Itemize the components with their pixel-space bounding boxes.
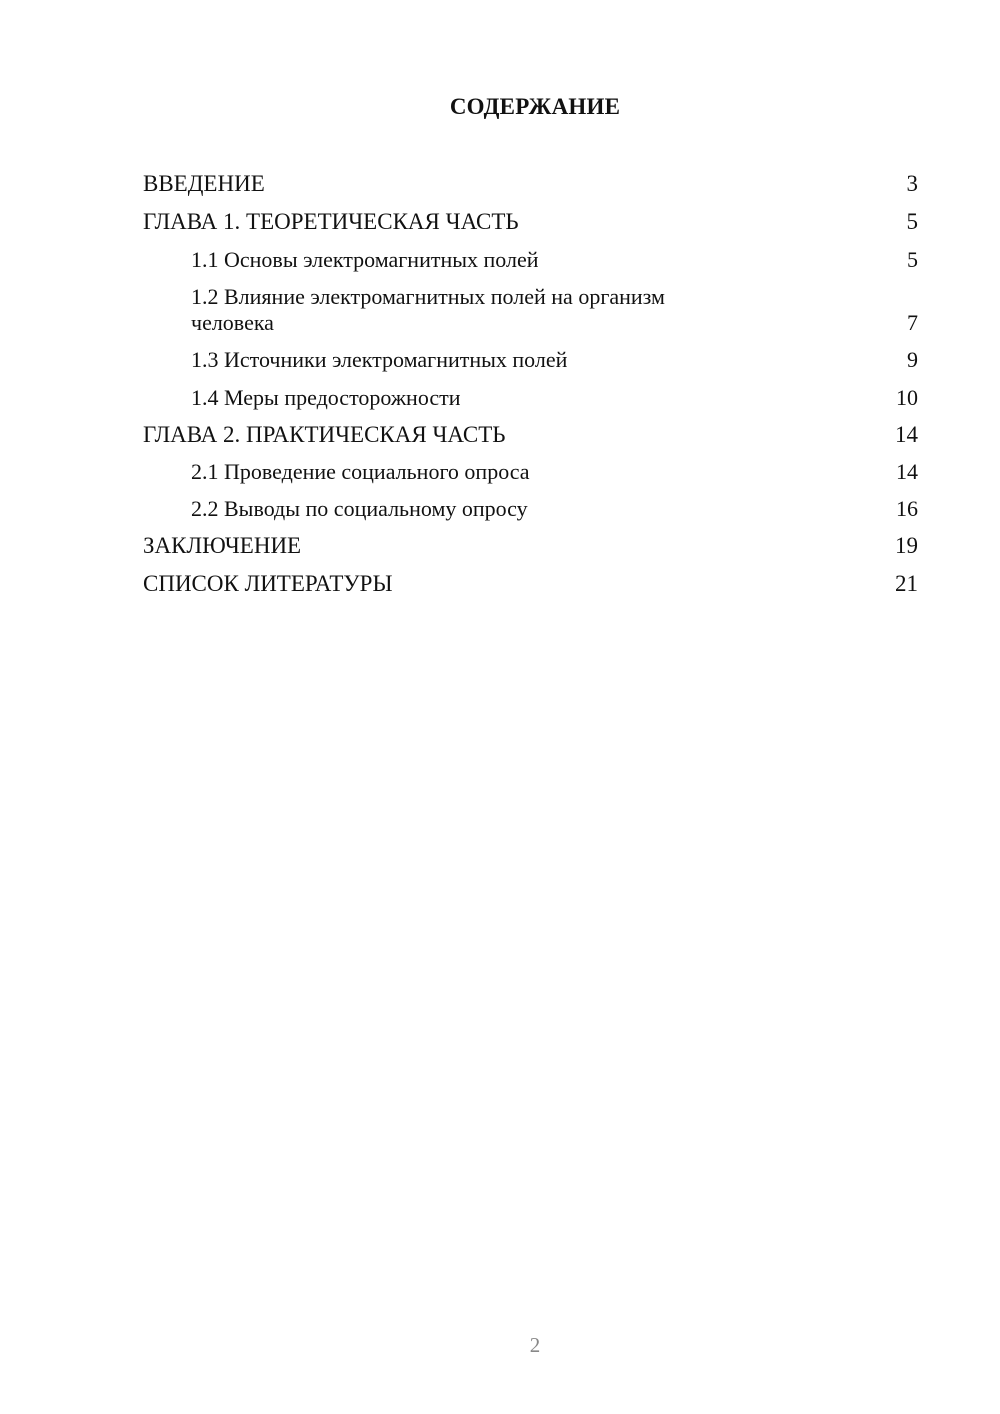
toc-entry-label: ГЛАВА 2. ПРАКТИЧЕСКАЯ ЧАСТЬ: [143, 422, 506, 447]
toc-entry-page: 19: [895, 533, 918, 558]
toc-entry-page: 21: [895, 571, 918, 596]
toc-entry-label: ЗАКЛЮЧЕНИЕ: [143, 533, 302, 558]
toc-entry-page: 7: [907, 310, 918, 335]
toc-entry-page: 16: [896, 496, 918, 521]
toc-entry-label: ВВЕДЕНИЕ: [143, 171, 265, 196]
toc-entry-page: 9: [907, 347, 918, 372]
toc-entry-page: 3: [906, 171, 918, 196]
toc-entry-label: 1.1 Основы электромагнитных полей: [191, 247, 539, 272]
page-number: 2: [529, 1333, 541, 1357]
toc-entry-page: 5: [907, 247, 918, 272]
toc-entry-label: 1.3 Источники электромагнитных полей: [191, 347, 568, 372]
toc-entry-label: СПИСОК ЛИТЕРАТУРЫ: [143, 571, 393, 596]
toc-entry-label: 1.4 Меры предосторожности: [191, 385, 461, 410]
toc-entry-label: ГЛАВА 1. ТЕОРЕТИЧЕСКАЯ ЧАСТЬ: [143, 209, 519, 234]
toc-entry-label: 2.2 Выводы по социальному опросу: [191, 496, 528, 521]
toc-entry-page: 5: [906, 209, 918, 234]
table-of-contents: [143, 0, 918, 1414]
toc-entry-page: 14: [896, 459, 918, 484]
toc-entry-label: 1.2 Влияние электромагнитных полей на организм человека: [191, 284, 665, 335]
toc-entry-page: 10: [896, 385, 918, 410]
toc-entry-page: 14: [895, 422, 918, 447]
toc-entry-label: 2.1 Проведение социального опроса: [191, 459, 530, 484]
toc-entry-1-2[interactable]: [143, 284, 918, 336]
page-title: СОДЕРЖАНИЕ: [449, 94, 621, 119]
